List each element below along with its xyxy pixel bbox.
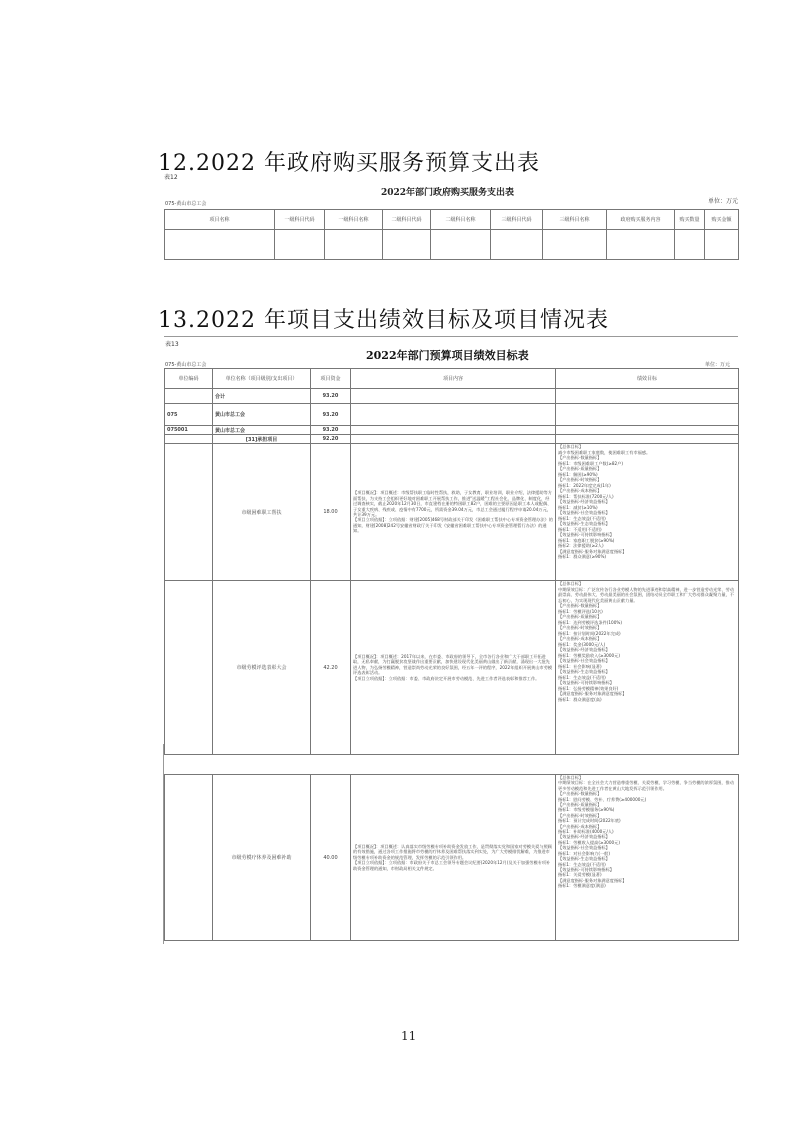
empty-cell: [351, 426, 556, 435]
project-content: 【项目概况】：项目概述：认真落实市级劳模专项补助资金发放工作，是贯彻落实党和国家对劳模关爱与照顾的有效措施，通过各项工作措施将市劳模的疗休养及困难帮扶落实到实处，为广大劳模排忧解难，为推进市级劳模专项补助资金的规范管理，发挥劳模的示范引领作用。 【项目立项依据】：立项依据：市政府关于市总工会领导专题会议纪要(2020年12月)及关于加强劳模专项补助资金管理的通知，市财政局相关文件规定。: [351, 775, 556, 941]
table-13-org: 075-黄山市总工会: [165, 362, 207, 368]
project-amount: 18.00: [311, 444, 351, 581]
row-name: [31]承担项目: [213, 435, 311, 444]
header-unit-name: 单位名称（项目级别/支出项目）: [213, 369, 311, 389]
row-name: 合计: [213, 389, 311, 404]
project-row: [165, 444, 739, 581]
empty-cell: [607, 230, 675, 260]
project-amount: 42.20: [311, 581, 351, 755]
table-12-unit: 单位：万元: [708, 198, 739, 205]
table-12-number: 表12: [164, 174, 178, 181]
project-name: 市级劳模疗休养及困难补助: [213, 775, 311, 941]
row-name: 黄山市总工会: [213, 404, 311, 426]
performance-table-part2: [164, 774, 739, 941]
header-l1-name: 一级科目名称: [325, 210, 383, 230]
header-l2-name: 二级科目名称: [431, 210, 491, 230]
header-project-funds: 项目资金: [311, 369, 351, 389]
row-amount: 93.20: [311, 389, 351, 404]
table-row: [165, 435, 739, 444]
empty-cell: [351, 389, 556, 404]
empty-cell: [351, 404, 556, 426]
table-row: [165, 426, 739, 435]
header-quantity: 购买数量: [675, 210, 705, 230]
table-row: [165, 404, 739, 426]
empty-cell: [491, 230, 543, 260]
row-amount: 93.20: [311, 404, 351, 426]
empty-cell: [556, 435, 739, 444]
table-13-unit: 单位：万元: [705, 362, 731, 368]
project-row: [165, 775, 739, 941]
row-code: [165, 435, 213, 444]
project-content: 【项目概况】：项目概述：2017年以来，在市委、市政府的领导下，全市各行各业和广大干部职工开拓进取，无私奉献，为打赢脱贫攻坚战作出重要贡献，加快建设现代化美丽黄山做出了新贡献，涌现出一大批先进人物，为弘扬劳模精神，营造崇尚劳动光荣的良好氛围，经五年一评的程序，2022年组织开展黄山市劳模评选表彰活动。 【项目立项依据】：立项依据：市委、市政府决定开展市劳动模范、先进工作者评选表彰和推荐工作。: [351, 581, 556, 755]
scan-border-top: [164, 336, 738, 337]
empty-cell: [165, 581, 213, 755]
header-project-content: 项目内容: [351, 369, 556, 389]
project-goals: 【总体目标】 中期绩效目标：在全社会大力营造尊重劳模、关爱劳模、学习劳模、争当劳模的浓厚氛围，推动更多劳动模范和先进工作者在黄山大地发挥示范引领作用。 【产出指标-数量指标】 指标1：慰问劳模、劳补、疗养费(≥400000元) 【产出指标-质量指标】 指标1：市级劳模服务(≥90%) 【产出指标-时效指标】 指标1：预计完成时间(2022年底) 【产出指标-成本指标】 指标1：补助标准(4000元/人) 【效益指标-经济效益指标】 指标1：劳模收入提高(≥3000元) 【效益指标-社会效益指标】 指标1：对社会影响力(一般) 【效益指标-生态效益指标】 指标1：生态效益(不适用) 【效益指标-可持续影响指标】 指标1：关爱劳模(显著) 【满意度指标-服务对象满意度指标】 指标1：劳模满意度(满意): [556, 775, 739, 941]
empty-cell: [165, 775, 213, 941]
project-goals: 【总体目标】 中期绩效目标：广泛宣传各行各业劳模人物的先进事迹和崇高精神，进一步营造劳动光荣、劳动最崇高、劳动最伟大、劳动最美丽的社会氛围，团结动员全市职工和广大劳动群众凝聚力量，不忘初心，为实现现代化美丽黄山贡献力量。 【产出指标-数量指标】 指标1：劳模评选(10名) 【产出指标-质量指标】 指标1：达到劳模评选条件(100%) 【产出指标-时效指标】 指标1：按计划时间(2022年完成) 【产出指标-成本指标】 指标1：奖金(3000元/人) 【效益指标-经济效益指标】 指标1：劳模奖励收入(≥3000元) 【效益指标-社会效益指标】 指标1：社会影响(显著) 【效益指标-生态效益指标】 指标1：生态效益(不适用) 【效益指标-可持续影响指标】 指标1：弘扬劳模精神(效果良好) 【满意度指标-服务对象满意度指标】 指标1：群众满意度(高): [556, 581, 739, 755]
header-amount: 购买金额: [705, 210, 739, 230]
performance-table-part1: [164, 368, 739, 755]
row-code: [165, 389, 213, 404]
empty-cell: [431, 230, 491, 260]
empty-cell: [351, 435, 556, 444]
table-13-title: 2022年部门预算项目绩效目标表: [366, 349, 529, 362]
empty-cell: [383, 230, 431, 260]
header-project-name: 项目名称: [165, 210, 275, 230]
empty-cell: [556, 389, 739, 404]
header-l2-code: 二级科目代码: [383, 210, 431, 230]
row-name: 黄山市总工会: [213, 426, 311, 435]
table-12-title: 2022年部门政府购买服务支出表: [381, 188, 515, 198]
table-13-number: 表13: [165, 341, 179, 348]
section-12-heading: 12.2022 年政府购买服务预算支出表: [158, 151, 540, 176]
project-name: 市级劳模评选表彰大会: [213, 581, 311, 755]
project-amount: 40.00: [311, 775, 351, 941]
header-performance-goals: 绩效目标: [556, 369, 739, 389]
row-code: 075001: [165, 426, 213, 435]
project-goals: 【总体目标】 减少市级困难职工家庭数，使困难职工有幸福感。 【产出指标-数量指标】 指标1：市级困难职工户数(≥82户) 【产出指标-质量指标】 指标1：解困(≥90%) 【产出指标-时效指标】 指标1：2022年度完成(1年) 【产出指标-成本指标】 指标1：帮扶标准(7200元/人) 【效益指标-经济效益指标】 指标1：减贫(≥10%) 【效益指标-社会效益指标】 指标1：生态效益(不适用) 【效益指标-生态效益指标】 指标1：不适用(不适用) 【效益指标-可持续影响指标】 指标1：家庭职工脱贫(≥90%) 指标2：法律援助(≥2人) 【满意度指标-服务对象满意度指标】 指标1：群众满意(≥90%): [556, 444, 739, 581]
header-l1-code: 一级科目代码: [275, 210, 325, 230]
row-amount: 92.20: [311, 435, 351, 444]
table-12-org: 075-黄山市总工会: [165, 201, 207, 207]
empty-cell: [275, 230, 325, 260]
header-l3-code: 三级科目代码: [491, 210, 543, 230]
project-row: [165, 581, 739, 755]
page-number: 11: [401, 1029, 417, 1043]
header-l3-name: 三级科目名称: [543, 210, 607, 230]
empty-cell: [675, 230, 705, 260]
header-service-content: 政府购买服务内容: [607, 210, 675, 230]
section-13-heading: 13.2022 年项目支出绩效目标及项目情况表: [158, 308, 609, 333]
project-name: 市级困难职工帮扶: [213, 444, 311, 581]
empty-cell: [165, 444, 213, 581]
empty-cell: [165, 230, 275, 260]
empty-cell: [543, 230, 607, 260]
project-content: 【项目概况】：项目概述：市级帮扶职工临时性帮扶，救助，子女教育，职业培训，职业介绍，法律援助等方面帮扶，为支持工会组织更好地对困难职工开展帮扶工作，推进"送温暖"工程社会化、品牌化、制度化，经过调查核实，截止2020年12月30日，市直建档在册的特困职工82户，困难的主要原因是职工本人或配偶、子女重大疾病、残疾或、疫情中有7700元，所需资金39.04万元，市总工会通过履行程序申请20.04万元，共计39万元。 【项目立项依据】：立项依据：财建[2005]468号财政部关于印发《困难职工帮扶中心专项资金管理办法》的通知，财建[2008]242号安徽省财政厅关于印发《安徽省困难职工帮扶中心专项资金管理暂行办法》的通知。: [351, 444, 556, 581]
gov-purchase-table: [164, 209, 739, 260]
empty-cell: [705, 230, 739, 260]
row-code: 075: [165, 404, 213, 426]
empty-cell: [325, 230, 383, 260]
row-amount: 93.20: [311, 426, 351, 435]
empty-cell: [556, 426, 739, 435]
table-row: [165, 389, 739, 404]
header-unit-code: 单位编码: [165, 369, 213, 389]
empty-cell: [556, 404, 739, 426]
